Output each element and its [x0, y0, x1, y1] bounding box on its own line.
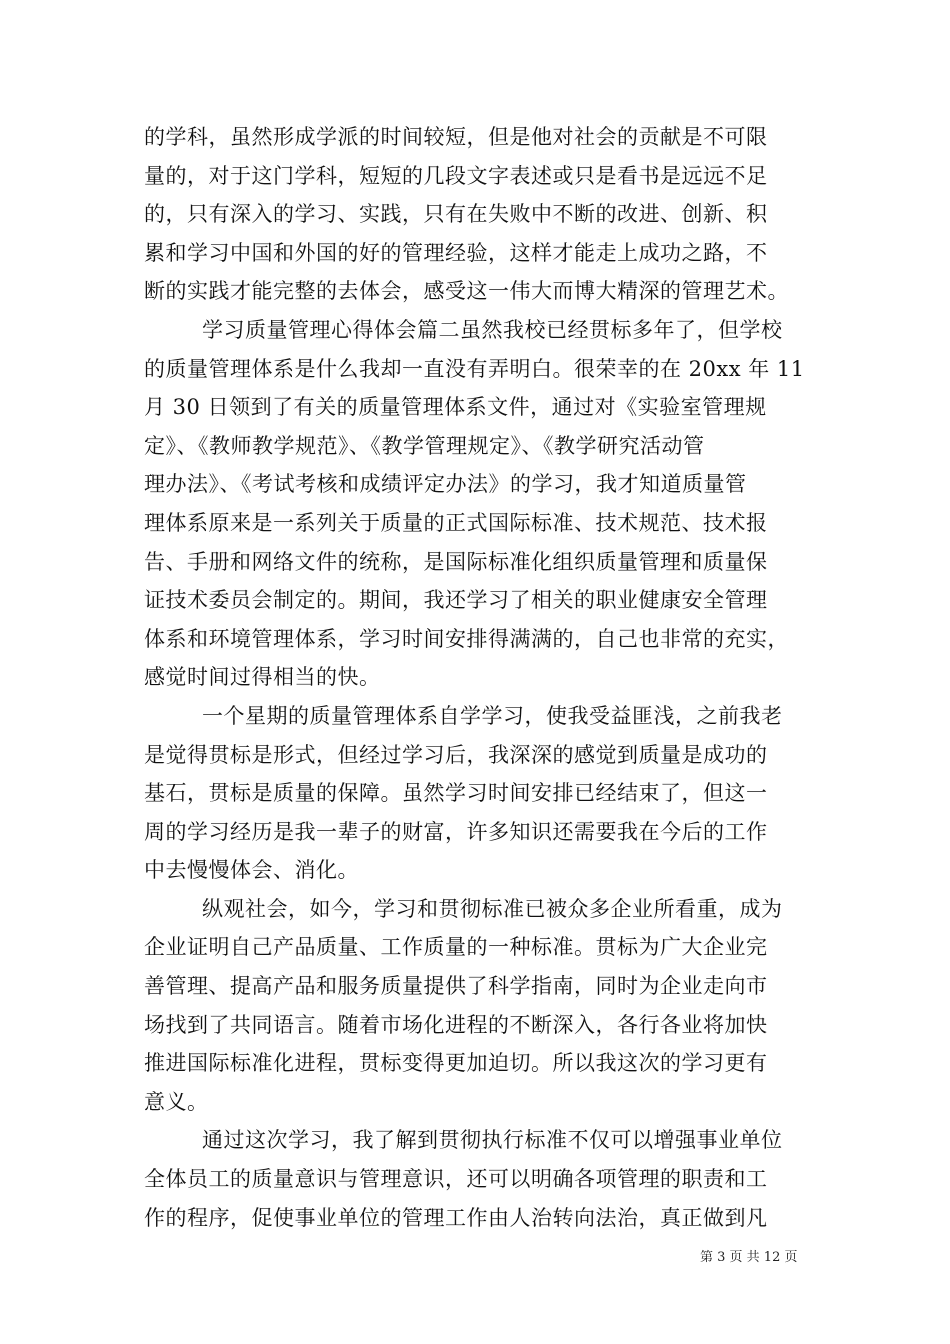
text-line: 感觉时间过得相当的快。	[144, 665, 381, 690]
paragraph	[144, 1121, 820, 1237]
text-line: 理办法》、《考试考核和成绩评定办法》的学习，我才知道质量管	[144, 472, 747, 497]
text-line: 善管理、提高产品和服务质量提供了科学指南，同时为企业走向市	[144, 974, 768, 999]
text-line: 的学科，虽然形成学派的时间较短，但是他对社会的贡献是不可限	[144, 125, 768, 149]
paragraph	[144, 118, 820, 311]
text-line: 的质量管理体系是什么我却一直没有弄明白。很荣幸的在 20xx 年 11	[144, 356, 805, 381]
text-line: 基石，贯标是质量的保障。虽然学习时间安排已经结束了，但这一	[144, 781, 768, 806]
paragraph	[144, 697, 820, 890]
page-number-footer: 第 3 页 共 12 页	[700, 1250, 798, 1265]
text-line: 理体系原来是一系列关于质量的正式国际标准、技术规范、技术报	[144, 510, 768, 535]
text-line: 通过这次学习，我了解到贯彻执行标准不仅可以增强事业单位	[202, 1128, 783, 1153]
document-body	[144, 118, 820, 1237]
text-line: 全体员工的质量意识与管理意识，还可以明确各项管理的职责和工	[144, 1167, 768, 1192]
text-line: 纵观社会，如今，学习和贯彻标准已被众多企业所看重，成为	[202, 896, 783, 921]
text-line: 的，只有深入的学习、实践，只有在失败中不断的改进、创新、积	[144, 202, 768, 227]
text-line: 一个星期的质量管理体系自学学习，使我受益匪浅，之前我老	[202, 703, 783, 728]
text-line: 周的学习经历是我一辈子的财富，许多知识还需要我在今后的工作	[144, 819, 768, 844]
text-line: 场找到了共同语言。随着市场化进程的不断深入，各行各业将加快	[144, 1012, 768, 1037]
text-line: 证技术委员会制定的。期间，我还学习了相关的职业健康安全管理	[144, 588, 768, 613]
text-line: 企业证明自己产品质量、工作质量的一种标准。贯标为广大企业完	[144, 935, 768, 960]
text-line: 累和学习中国和外国的好的管理经验，这样才能走上成功之路，不	[144, 240, 768, 265]
text-line: 告、手册和网络文件的统称，是国际标准化组织质量管理和质量保	[144, 549, 768, 574]
text-line: 量的，对于这门学科，短短的几段文字表述或只是看书是远远不足	[144, 163, 768, 188]
text-line: 推进国际标准化进程，贯标变得更加迫切。所以我这次的学习更有	[144, 1051, 768, 1076]
text-line: 定》、《教师教学规范》、《教学管理规定》、《教学研究活动管	[144, 433, 705, 458]
text-line: 是觉得贯标是形式，但经过学习后，我深深的感觉到质量是成功的	[144, 742, 768, 767]
text-line: 体系和环境管理体系，学习时间安排得满满的，自己也非常的充实，	[144, 626, 789, 651]
text-line: 中去慢慢体会、消化。	[144, 858, 359, 883]
text-line: 月 30 日领到了有关的质量管理体系文件，通过对《实验室管理规	[144, 395, 767, 420]
paragraph	[144, 311, 820, 697]
text-line: 断的实践才能完整的去体会，感受这一伟大而博大精深的管理艺术。	[144, 279, 789, 304]
text-line: 作的程序，促使事业单位的管理工作由人治转向法治，真正做到凡	[144, 1205, 768, 1230]
paragraph	[144, 890, 820, 1122]
text-line: 学习质量管理心得体会篇二虽然我校已经贯标多年了，但学校	[202, 317, 783, 342]
text-line: 意义。	[144, 1089, 209, 1114]
